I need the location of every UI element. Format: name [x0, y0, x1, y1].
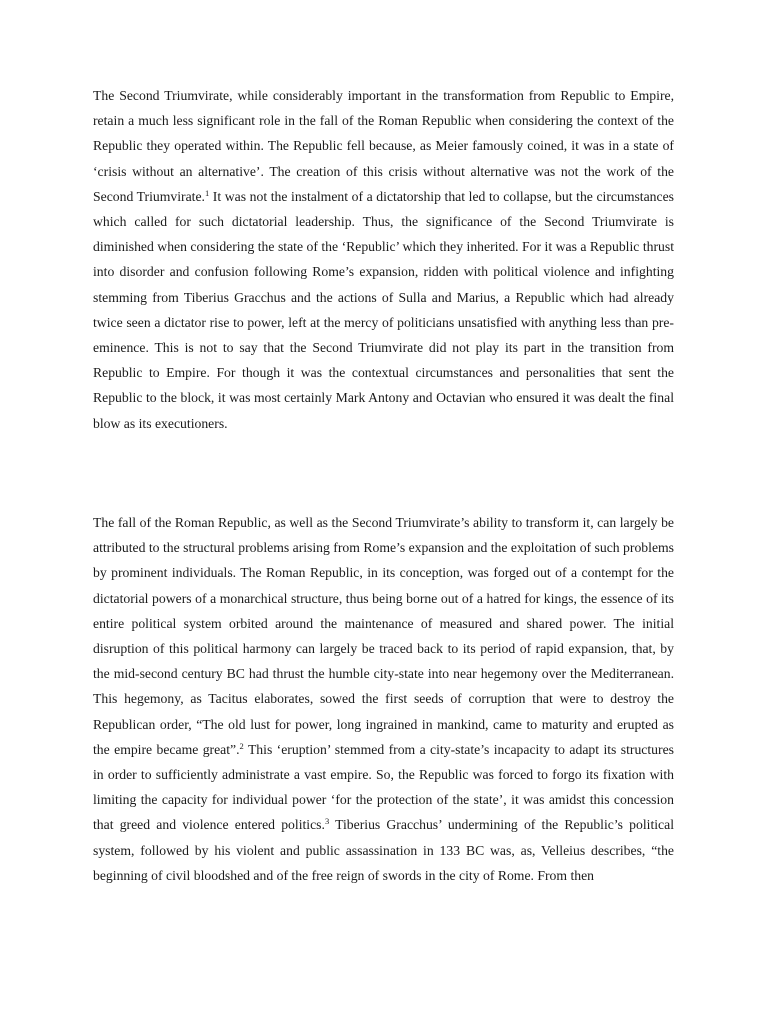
paragraph-1	[93, 83, 674, 436]
paragraph-1-text: The Second Triumvirate, while considerably important in the transformation from Republic to Empire, retain a much less significant role in the fall of the Roman Republic when considering the context of the Republic they operated within. The Republic fell because, as Meier famously coined, it was in a state of ‘crisis without an alternative’. The creation of this crisis without alternative was not the work of the Second Triumvirate.	[93, 88, 674, 204]
footnote-ref-2: 2	[239, 740, 244, 751]
paragraph-1-text: It was not the instalment of a dictatorship that led to collapse, but the circumstances which called for such dictatorial leadership. Thus, the significance of the Second Triumvirate is diminished when considering the state of the ‘Republic’ which they inherited. For it was a Republic thrust into disorder and confusion following Rome’s expansion, ridden with political violence and infighting stemming from Tiberius Gracchus and the actions of Sulla and Marius, a Republic which had already twice seen a dictator rise to power, left at the mercy of politicians unsatisfied with anything less than pre-eminence. This is not to say that the Second Triumvirate did not play its part in the transition from Republic to Empire. For though it was the contextual circumstances and personalities that sent the Republic to the block, it was most certainly Mark Antony and Octavian who ensured it was dealt the final blow as its executioners.	[93, 188, 674, 431]
footnote-ref-3: 3	[324, 816, 330, 827]
paragraph-2-text: This ‘eruption’ stemmed from a city-state’s incapacity to adapt its structures in order to sufficiently administrate a vast empire. So, the Republic was forced to forgo its fixation with limiting the capacity for individual power ‘for the protection of the state’, it was amidst this concession that greed and violence entered politics.	[93, 741, 674, 833]
paragraph-2-text: Tiberius Gracchus’ undermining of the Republic’s political system, followed by his violent and public assassination in 133 BC was, as, Velleius describes, “the beginning of civil bloodshed and of the free reign of swords in the city of Rome. From then	[93, 817, 675, 883]
paragraph-2	[93, 510, 674, 888]
paragraph-2-text: The fall of the Roman Republic, as well as the Second Triumvirate’s ability to transform it, can largely be attributed to the structural problems arising from Rome’s expansion and the exploitation of such problems by prominent individuals. The Roman Republic, in its conception, was forged out of a contempt for the dictatorial powers of a monarchical structure, thus being borne out of a hatred for kings, the essence of its entire political system orbited around the maintenance of measured and shared power. The initial disruption of this political harmony can largely be traced back to its period of rapid expansion, that, by the mid-second century BC had thrust the humble city-state into near hegemony over the Mediterranean. This hegemony, as Tacitus elaborates, sowed the first seeds of corruption that were to destroy the Republican order, “The old lust for power, long ingrained in mankind, came to maturity and erupted as the empire became great”.	[93, 515, 674, 757]
footnote-ref-1: 1	[204, 187, 210, 198]
